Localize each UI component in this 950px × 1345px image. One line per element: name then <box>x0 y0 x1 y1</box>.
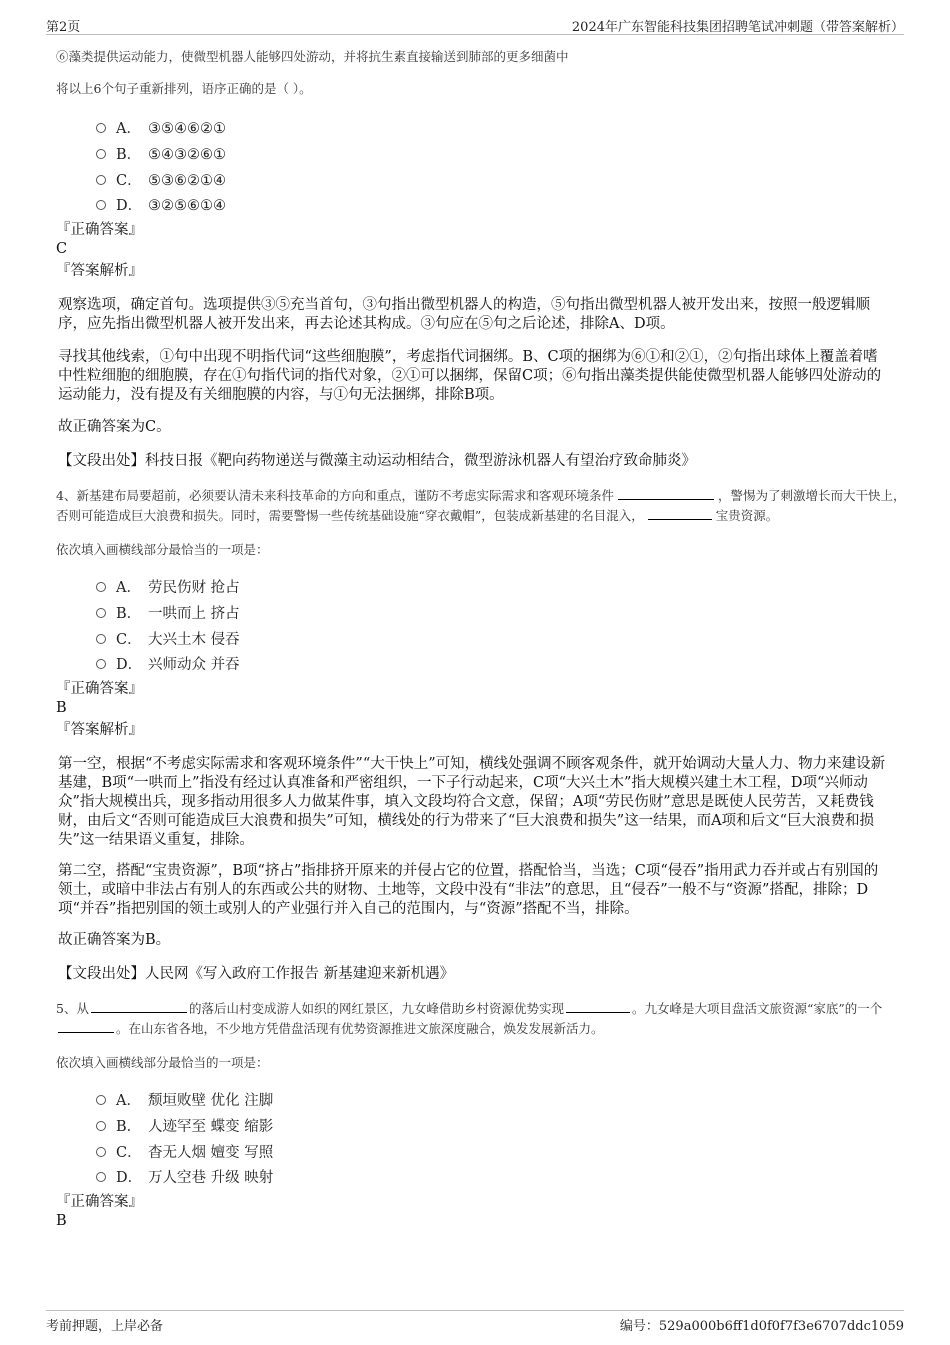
radio-icon[interactable] <box>96 123 106 133</box>
footer-slogan: 考前押题，上岸必备 <box>46 1319 164 1334</box>
q3-option-c[interactable]: C． ⑤③⑥②①④ <box>96 169 226 189</box>
q4-option-a[interactable]: A． 劳民伤财 抢占 <box>96 576 240 596</box>
q5-option-d[interactable]: D． 万人空巷 升级 映射 <box>96 1166 273 1186</box>
q4-stem: 4、新基建布局要超前，必须要认清未来科技革命的方向和重点，谨防不考虑实际需求和客观环境条件 ，警惕为了刺激增长而大干快上，否则可能造成巨大浪费和损失。同时，需要警惕一些传统基础设施“穿衣戴帽”，包装成新基建的名目混入， 宝贵资源。 <box>56 488 906 523</box>
q3-source: 【文段出处】科技日报《靶向药物递送与微藻主动运动相结合，微型游泳机器人有望治疗致命肺炎》 <box>58 453 696 469</box>
q5-option-a[interactable]: A． 颓垣败壁 优化 注脚 <box>96 1089 273 1109</box>
q3-analysis-1: 观察选项，确定首句。选项提供③⑤充当首句，③句指出微型机器人的构造，⑤句指出微型机器人被开发出来，按照一般逻辑顺序，应先指出微型机器人被开发出来，再去论述其构成。③句应在⑤句之后论述，排除A、D项。 <box>58 297 870 332</box>
q3-analysis-2: 寻找其他线索，①句中出现不明指代词“这些细胞膜”，考虑指代词捆绑。B、C项的捆绑为⑥①和②①，②句指出球体上覆盖着嗜中性粒细胞的细胞膜，存在①句指代词的指代对象，②①可以捆绑，保留C项；⑥句指出藻类提供能使微型机器人能够四处游动的运动能力，没有提及有关细胞膜的内容，与①句无法捆绑，排除B项。 <box>58 349 882 403</box>
q3-answer-label: 『正确答案』 <box>56 222 143 238</box>
q4-analysis-2: 第二空，搭配“宝贵资源”，B项“挤占”指排挤开原来的并侵占它的位置，搭配恰当，当选；C项“侵吞”指用武力吞并或占有别国的领土，或暗中非法占有别人的东西或公共的财物、土地等，文段中没有“非法”的意思，且“侵吞”一般不与“资源”搭配，排除；D项“并吞”指把别国的领土或别人的产业强行并入自己的范围内，与“资源”搭配不当，排除。 <box>58 863 879 917</box>
document-title: 2024年广东智能科技集团招聘笔试冲刺题（带答案解析） <box>571 20 904 35</box>
q4-analysis-3: 故正确答案为B。 <box>58 932 171 948</box>
q4-blank-2 <box>648 507 712 520</box>
q4-blank-1 <box>618 487 714 500</box>
q3-option-b[interactable]: B． ⑤④③②⑥① <box>96 143 226 163</box>
page-number: 第2页 <box>46 20 81 35</box>
q3-prompt: 将以上6个句子重新排列，语序正确的是（ ）。 <box>56 81 312 96</box>
q3-sentence-6: ⑥藻类提供运动能力，使微型机器人能够四处游动，并将抗生素直接输送到肺部的更多细菌中 <box>56 49 569 64</box>
document-id: 编号：529a000b6ff1d0f0f7f3e6707ddc1059 <box>619 1319 904 1334</box>
radio-icon[interactable] <box>96 582 106 592</box>
q4-analysis-1: 第一空，根据“不考虑实际需求和客观环境条件”“大干快上”可知，横线处强调不顾客观条件，就开始调动大量人力、物力来建设新基建，B项“一哄而上”指没有经过认真准备和严密组织，一下子行动起来，C项“大兴土木”指大规模兴建土木工程，D项“兴师动众”指大规模出兵，现多指动用很多人力做某件事，填入文段均符合文意，保留；A项“劳民伤财”意思是既使人民劳苦，又耗费钱财，由后文“否则可能造成巨大浪费和损失”可知，横线处的行为带来了“巨大浪费和损失”这一结果，而A项和后文“巨大浪费和损失”这一结果语义重复，排除。 <box>58 756 886 848</box>
q4-prompt: 依次填入画横线部分最恰当的一项是： <box>56 542 269 557</box>
q5-stem: 5、从 的落后山村变成游人如织的网红景区，九女峰借助乡村资源优势实现 。九女峰是大项目盘活文旅资源“家底”的一个。在山东省各地，不少地方凭借盘活现有优势资源推进文旅深度融合，焕发发展新活力。 <box>56 1001 883 1036</box>
radio-icon[interactable] <box>96 175 106 185</box>
q3-answer: C <box>56 241 68 257</box>
radio-icon[interactable] <box>96 659 106 669</box>
radio-icon[interactable] <box>96 1147 106 1157</box>
radio-icon[interactable] <box>96 634 106 644</box>
q5-prompt: 依次填入画横线部分最恰当的一项是： <box>56 1055 269 1070</box>
radio-icon[interactable] <box>96 1095 106 1105</box>
radio-icon[interactable] <box>96 200 106 210</box>
q3-option-d[interactable]: D． ③②⑤⑥①④ <box>96 194 226 214</box>
q4-source: 【文段出处】人民网《写入政府工作报告 新基建迎来新机遇》 <box>58 966 455 982</box>
q5-blank-2 <box>566 1000 630 1013</box>
q4-option-d[interactable]: D． 兴师动众 并吞 <box>96 653 240 673</box>
q5-blank-1 <box>91 1000 187 1013</box>
q5-answer: B <box>56 1213 67 1229</box>
radio-icon[interactable] <box>96 149 106 159</box>
page-footer <box>46 1310 904 1335</box>
q5-blank-3 <box>58 1020 114 1033</box>
q3-option-a[interactable]: A． ③⑤④⑥②① <box>96 117 226 137</box>
radio-icon[interactable] <box>96 1172 106 1182</box>
radio-icon[interactable] <box>96 608 106 618</box>
q4-analysis-label: 『答案解析』 <box>56 722 143 738</box>
q4-option-c[interactable]: C． 大兴土木 侵吞 <box>96 628 240 648</box>
page-header <box>46 14 904 35</box>
q3-analysis-3: 故正确答案为C。 <box>58 419 171 435</box>
q5-answer-label: 『正确答案』 <box>56 1194 143 1210</box>
q4-option-b[interactable]: B． 一哄而上 挤占 <box>96 602 240 622</box>
q5-option-c[interactable]: C． 杳无人烟 嬗变 写照 <box>96 1141 273 1161</box>
q3-analysis-label: 『答案解析』 <box>56 263 143 279</box>
q4-answer: B <box>56 700 67 716</box>
radio-icon[interactable] <box>96 1121 106 1131</box>
q4-answer-label: 『正确答案』 <box>56 681 143 697</box>
q5-option-b[interactable]: B． 人迹罕至 蝶变 缩影 <box>96 1115 273 1135</box>
